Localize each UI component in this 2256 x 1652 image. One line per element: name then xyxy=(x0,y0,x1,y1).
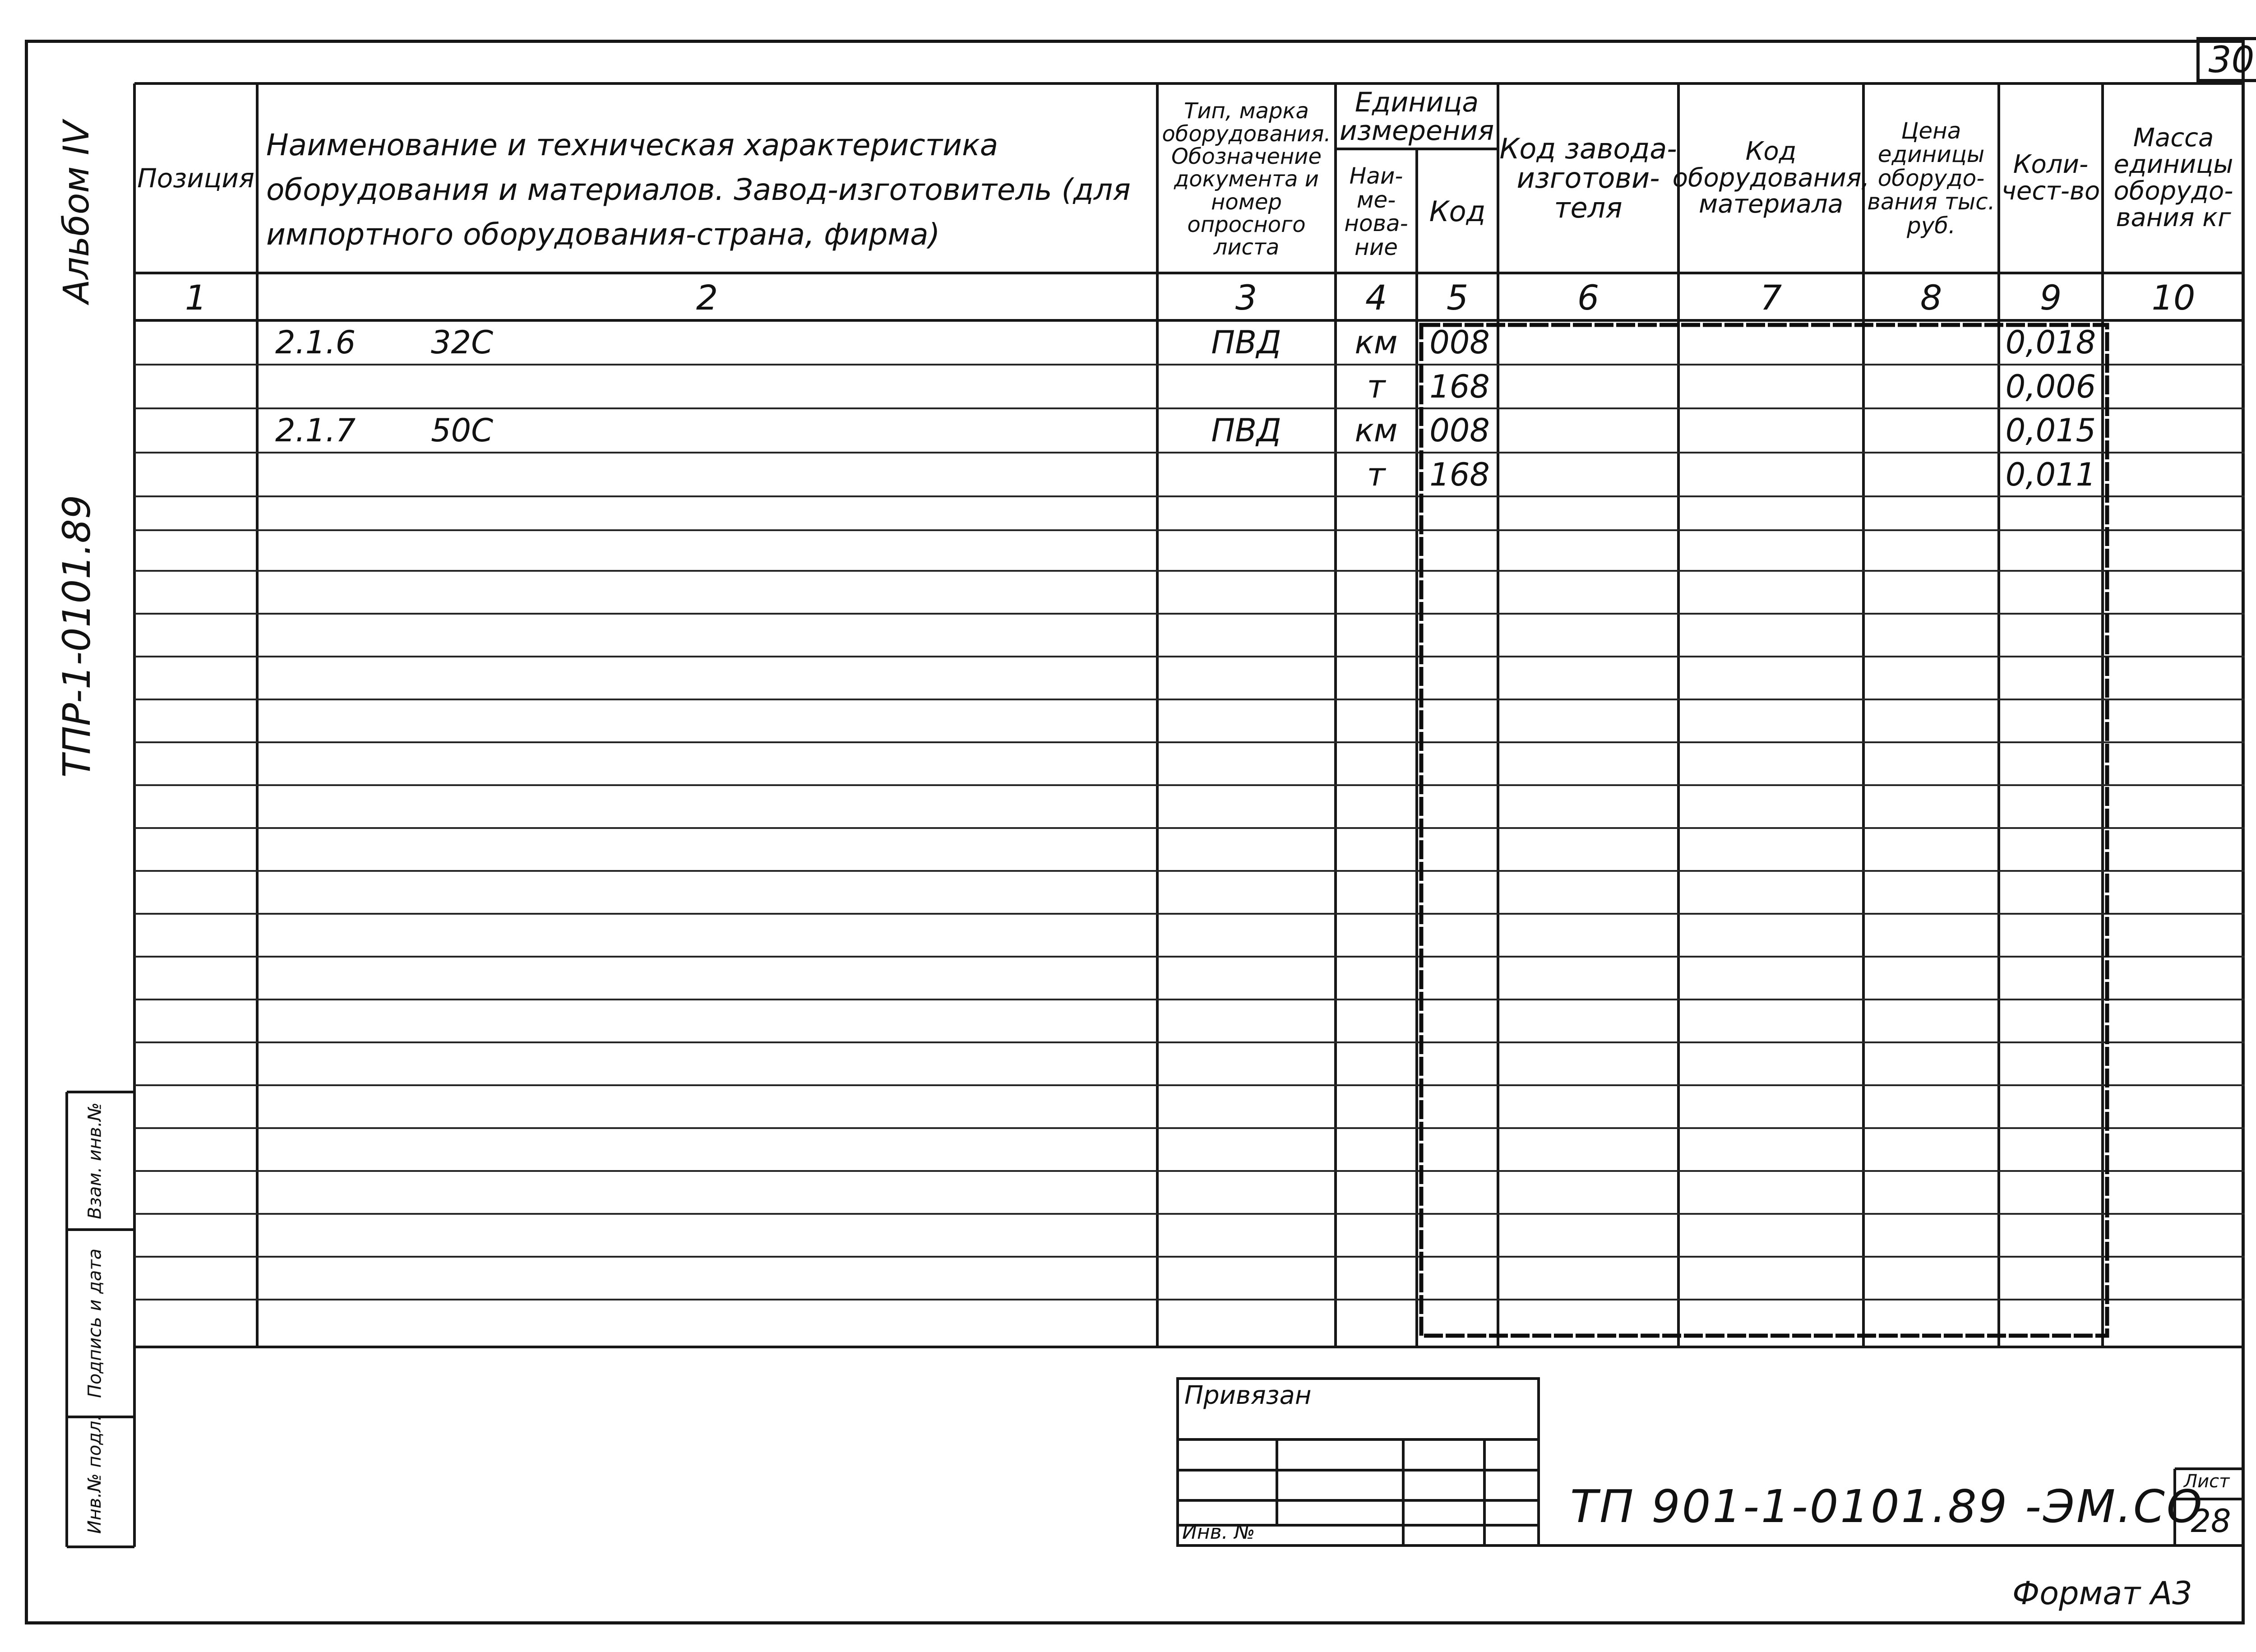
stamp-field-replace-inv: Взам. инв.№ xyxy=(84,1102,105,1219)
row1-unit-code: 008 xyxy=(1429,324,1490,361)
column-number: 3 xyxy=(1235,277,1257,318)
column-number: 6 xyxy=(1577,277,1600,318)
row1-unit: км xyxy=(1355,324,1398,361)
row2-unit-code: 168 xyxy=(1429,368,1490,405)
row1-code: 2.1.6 xyxy=(275,324,356,361)
row4-qty: 0,011 xyxy=(2005,456,2096,493)
column-number: 7 xyxy=(1760,277,1782,318)
project-code-vertical: ТПР-1-0101.89 xyxy=(55,495,99,778)
header-name: Наименование и техническая характеристика оборудования и материалов. Завод-изготовитель (для импортного оборудования-страна, фирма) xyxy=(266,127,1131,252)
column-number: 8 xyxy=(1920,277,1942,318)
row3-type: ПВД xyxy=(1211,412,1281,449)
row1-qty: 0,018 xyxy=(2005,324,2096,361)
stamp-field-signature-date: Подпись и дата xyxy=(84,1248,105,1398)
row3-unit: км xyxy=(1355,412,1398,449)
column-number: 5 xyxy=(1446,277,1469,318)
header-unit-group: Единица измерения xyxy=(1339,87,1494,147)
row1-type: ПВД xyxy=(1211,324,1281,361)
stamp-field-inv-podl: Инв.№ подл. xyxy=(84,1415,105,1534)
row4-type xyxy=(1158,453,1334,496)
row2-qty: 0,006 xyxy=(2005,368,2096,405)
page-number: 30 xyxy=(2196,37,2256,82)
bound-label: Привязан xyxy=(1184,1381,1312,1410)
header-type: Тип, марка оборудования. Обозначение документа и номер опросного листа xyxy=(1162,98,1331,260)
header-quantity: Коли-чест-во xyxy=(2001,150,2100,206)
format-label: Формат А3 xyxy=(2012,1575,2192,1612)
column-number: 2 xyxy=(696,277,718,318)
row4-unit: т xyxy=(1367,456,1386,493)
row1-name: 32С xyxy=(431,324,493,361)
document-code: ТП 901-1-0101.89 -ЭМ.СО xyxy=(1570,1480,2204,1533)
inv-number-label: Инв. № xyxy=(1182,1521,1255,1544)
header-unit-code: Код xyxy=(1429,195,1486,228)
header-factory-code: Код завода-изготови-теля xyxy=(1499,132,1677,224)
header-position: Позиция xyxy=(137,162,254,194)
sheet-label: Лист xyxy=(2184,1471,2230,1492)
header-equipment-code: Код оборудования, материала xyxy=(1672,136,1870,219)
sheet-number: 28 xyxy=(2191,1503,2231,1540)
row3-code: 2.1.7 xyxy=(275,412,356,449)
row2-unit: т xyxy=(1367,368,1386,405)
row3-name: 50С xyxy=(431,412,493,449)
row4-unit-code: 168 xyxy=(1429,456,1490,493)
column-number: 1 xyxy=(185,277,207,318)
header-price: Цена единицы оборудо-вания тыс. руб. xyxy=(1867,117,1995,239)
column-number: 10 xyxy=(2151,277,2196,318)
album-label: Альбом IV xyxy=(56,120,97,304)
column-number: 4 xyxy=(1365,277,1387,318)
header-mass: Масса единицы оборудо-вания кг xyxy=(2113,123,2233,232)
column-number: 9 xyxy=(2039,277,2062,318)
row2-type xyxy=(1158,366,1334,408)
row3-qty: 0,015 xyxy=(2005,412,2096,449)
header-unit-name: Наи-ме-нова-ние xyxy=(1344,163,1408,260)
row3-unit-code: 008 xyxy=(1429,412,1490,449)
